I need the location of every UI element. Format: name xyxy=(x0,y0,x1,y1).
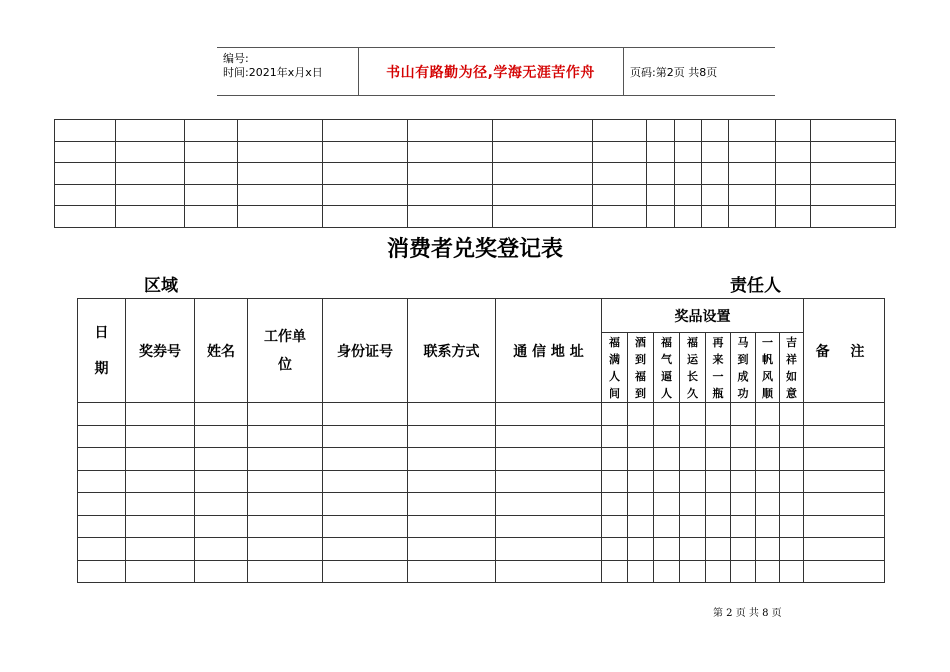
entry-cell[interactable] xyxy=(248,448,323,471)
document-header xyxy=(217,47,775,96)
entry-cell[interactable] xyxy=(323,470,408,493)
prize-header: 酒到福到 xyxy=(628,333,654,403)
entry-cell[interactable] xyxy=(195,538,248,561)
entry-cell[interactable] xyxy=(126,470,195,493)
blank-grid-cell xyxy=(675,141,702,163)
entry-cell[interactable] xyxy=(323,493,408,516)
entry-cell[interactable] xyxy=(706,470,731,493)
blank-grid-cell xyxy=(811,141,896,163)
entry-cell[interactable] xyxy=(706,538,731,561)
entry-cell[interactable] xyxy=(654,493,680,516)
entry-cell[interactable] xyxy=(780,470,804,493)
blank-grid-cell xyxy=(116,206,185,228)
entry-cell[interactable] xyxy=(248,538,323,561)
entry-cell[interactable] xyxy=(496,470,602,493)
blank-grid-cell xyxy=(408,141,493,163)
entry-cell[interactable] xyxy=(496,538,602,561)
entry-cell[interactable] xyxy=(496,560,602,583)
entry-cell[interactable] xyxy=(628,493,654,516)
blank-grid-cell xyxy=(493,163,593,185)
entry-cell[interactable] xyxy=(804,470,885,493)
blank-grid-cell xyxy=(116,141,185,163)
blank-grid-cell xyxy=(729,184,776,206)
blank-grid-cell xyxy=(408,184,493,206)
entry-cell[interactable] xyxy=(78,403,126,426)
entry-cell[interactable] xyxy=(78,448,126,471)
entry-cell[interactable] xyxy=(680,403,706,426)
entry-cell[interactable] xyxy=(195,515,248,538)
column-header-name: 姓名 xyxy=(195,299,248,403)
entry-cell[interactable] xyxy=(706,448,731,471)
blank-grid-cell xyxy=(408,206,493,228)
entry-cell[interactable] xyxy=(408,448,496,471)
blank-grid-cell xyxy=(116,163,185,185)
entry-cell[interactable] xyxy=(78,538,126,561)
entry-cell[interactable] xyxy=(780,560,804,583)
entry-cell[interactable] xyxy=(78,425,126,448)
prize-header: 福满人间 xyxy=(602,333,628,403)
time-label: 时间:2021年x月x日 xyxy=(223,66,323,79)
blank-grid-cell xyxy=(675,206,702,228)
entry-cell[interactable] xyxy=(602,448,628,471)
entry-cell[interactable] xyxy=(496,425,602,448)
blank-grid-cell xyxy=(238,163,323,185)
blank-grid-cell xyxy=(238,184,323,206)
entry-cell[interactable] xyxy=(731,560,756,583)
entry-cell[interactable] xyxy=(756,448,780,471)
blank-grid-cell xyxy=(185,141,238,163)
blank-grid-row xyxy=(55,184,896,206)
entry-cell[interactable] xyxy=(323,515,408,538)
entry-cell[interactable] xyxy=(804,515,885,538)
blank-grid-table xyxy=(54,119,896,228)
entry-cell[interactable] xyxy=(780,538,804,561)
entry-cell[interactable] xyxy=(680,425,706,448)
blank-grid-cell xyxy=(323,206,408,228)
entry-cell[interactable] xyxy=(680,448,706,471)
blank-grid-cell xyxy=(729,206,776,228)
entry-cell[interactable] xyxy=(78,515,126,538)
blank-grid-cell xyxy=(776,120,811,142)
blank-grid-cell xyxy=(238,206,323,228)
blank-grid-cell xyxy=(323,141,408,163)
entry-cell[interactable] xyxy=(731,515,756,538)
blank-grid-row xyxy=(55,163,896,185)
column-header-address: 通 信 地 址 xyxy=(496,299,602,403)
table-row xyxy=(78,515,885,538)
entry-cell[interactable] xyxy=(654,403,680,426)
entry-cell[interactable] xyxy=(408,493,496,516)
entry-cell[interactable] xyxy=(731,448,756,471)
entry-cell[interactable] xyxy=(654,448,680,471)
prize-header: 马到成功 xyxy=(731,333,756,403)
column-header-remarks: 备 注 xyxy=(804,299,885,403)
blank-grid-cell xyxy=(116,184,185,206)
entry-cell[interactable] xyxy=(628,425,654,448)
blank-grid-cell xyxy=(647,120,675,142)
blank-grid-cell xyxy=(55,163,116,185)
entry-cell[interactable] xyxy=(804,403,885,426)
header-page-info: 页码:第2页 共8页 xyxy=(630,65,718,79)
blank-grid-cell xyxy=(593,184,647,206)
blank-grid-cell xyxy=(55,120,116,142)
blank-grid-cell xyxy=(702,163,729,185)
entry-cell[interactable] xyxy=(628,515,654,538)
blank-grid-cell xyxy=(185,163,238,185)
entry-cell[interactable] xyxy=(602,403,628,426)
date-header-text: 日期 xyxy=(94,324,109,377)
entry-cell[interactable] xyxy=(680,560,706,583)
entry-cell[interactable] xyxy=(126,560,195,583)
blank-grid-cell xyxy=(702,206,729,228)
entry-cell[interactable] xyxy=(78,470,126,493)
blank-grid-cell xyxy=(776,184,811,206)
blank-grid-cell xyxy=(675,120,702,142)
blank-grid-cell xyxy=(238,120,323,142)
blank-grid-cell xyxy=(55,141,116,163)
blank-grid-cell xyxy=(811,163,896,185)
entry-cell[interactable] xyxy=(756,538,780,561)
entry-cell[interactable] xyxy=(780,448,804,471)
entry-cell[interactable] xyxy=(323,425,408,448)
registration-table xyxy=(77,298,885,583)
entry-cell[interactable] xyxy=(654,425,680,448)
header-motto: 书山有路勤为径,学海无涯苦作舟 xyxy=(386,64,595,81)
entry-cell[interactable] xyxy=(804,538,885,561)
entry-cell[interactable] xyxy=(756,515,780,538)
blank-grid-cell xyxy=(811,120,896,142)
entry-cell[interactable] xyxy=(126,403,195,426)
entry-cell[interactable] xyxy=(602,470,628,493)
blank-grid-cell xyxy=(593,163,647,185)
region-label: 区域 xyxy=(144,276,178,296)
blank-grid-cell xyxy=(729,163,776,185)
blank-grid-cell xyxy=(493,206,593,228)
blank-grid-cell xyxy=(675,184,702,206)
entry-cell[interactable] xyxy=(654,560,680,583)
column-header-ticket-no: 奖券号 xyxy=(126,299,195,403)
blank-grid-cell xyxy=(647,163,675,185)
blank-grid-cell xyxy=(647,184,675,206)
entry-cell[interactable] xyxy=(628,560,654,583)
blank-grid-cell xyxy=(493,141,593,163)
form-title: 消费者兑奖登记表 xyxy=(386,237,563,262)
entry-cell[interactable] xyxy=(780,425,804,448)
blank-grid-cell xyxy=(702,141,729,163)
entry-cell[interactable] xyxy=(408,425,496,448)
entry-cell[interactable] xyxy=(323,560,408,583)
entry-cell[interactable] xyxy=(126,515,195,538)
entry-cell[interactable] xyxy=(602,493,628,516)
entry-cell[interactable] xyxy=(496,448,602,471)
table-row xyxy=(78,470,885,493)
entry-cell[interactable] xyxy=(78,560,126,583)
entry-cell[interactable] xyxy=(78,493,126,516)
column-header-prize-group: 奖品设置 xyxy=(602,299,804,333)
blank-grid-cell xyxy=(593,120,647,142)
entry-cell[interactable] xyxy=(680,538,706,561)
blank-grid-cell xyxy=(116,120,185,142)
blank-grid-cell xyxy=(185,120,238,142)
entry-cell[interactable] xyxy=(756,493,780,516)
blank-grid-cell xyxy=(776,206,811,228)
entry-cell[interactable] xyxy=(602,538,628,561)
entry-cell[interactable] xyxy=(248,560,323,583)
entry-cell[interactable] xyxy=(602,560,628,583)
entry-cell[interactable] xyxy=(602,425,628,448)
blank-grid-row xyxy=(55,206,896,228)
blank-grid-row xyxy=(55,141,896,163)
entry-cell[interactable] xyxy=(126,493,195,516)
blank-grid-row xyxy=(55,120,896,142)
entry-cell[interactable] xyxy=(731,538,756,561)
entry-cell[interactable] xyxy=(706,560,731,583)
entry-cell[interactable] xyxy=(804,448,885,471)
entry-cell[interactable] xyxy=(126,538,195,561)
blank-grid-cell xyxy=(811,184,896,206)
entry-cell[interactable] xyxy=(248,493,323,516)
blank-grid-cell xyxy=(593,206,647,228)
blank-grid-cell xyxy=(185,184,238,206)
entry-cell[interactable] xyxy=(731,493,756,516)
number-label: 编号: xyxy=(223,52,249,65)
entry-cell[interactable] xyxy=(804,493,885,516)
blank-grid-cell xyxy=(776,141,811,163)
entry-cell[interactable] xyxy=(680,493,706,516)
entry-cell[interactable] xyxy=(408,560,496,583)
prize-header: 福气逼人 xyxy=(654,333,680,403)
blank-grid-cell xyxy=(702,120,729,142)
entry-cell[interactable] xyxy=(248,403,323,426)
entry-cell[interactable] xyxy=(195,425,248,448)
prize-header: 再来一瓶 xyxy=(706,333,731,403)
prize-header: 福运长久 xyxy=(680,333,706,403)
blank-grid-cell xyxy=(811,206,896,228)
blank-grid-cell xyxy=(55,206,116,228)
entry-cell[interactable] xyxy=(195,448,248,471)
entry-cell[interactable] xyxy=(248,425,323,448)
table-row xyxy=(78,538,885,561)
entry-cell[interactable] xyxy=(126,425,195,448)
entry-cell[interactable] xyxy=(195,403,248,426)
prize-header: 一帆风顺 xyxy=(756,333,780,403)
column-header-id-no: 身份证号 xyxy=(323,299,408,403)
entry-cell[interactable] xyxy=(756,560,780,583)
blank-grid-cell xyxy=(408,163,493,185)
entry-cell[interactable] xyxy=(496,515,602,538)
blank-grid-cell xyxy=(729,141,776,163)
entry-cell[interactable] xyxy=(706,515,731,538)
blank-grid-cell xyxy=(185,206,238,228)
column-header-date xyxy=(78,299,126,403)
owner-label: 责任人 xyxy=(730,276,781,296)
entry-cell[interactable] xyxy=(756,470,780,493)
entry-cell[interactable] xyxy=(654,538,680,561)
blank-grid-cell xyxy=(408,120,493,142)
blank-grid-cell xyxy=(647,206,675,228)
entry-cell[interactable] xyxy=(408,403,496,426)
table-row xyxy=(78,425,885,448)
entry-cell[interactable] xyxy=(654,470,680,493)
blank-grid-cell xyxy=(55,184,116,206)
entry-cell[interactable] xyxy=(731,425,756,448)
header-divider xyxy=(623,48,624,95)
blank-grid-cell xyxy=(323,184,408,206)
entry-cell[interactable] xyxy=(126,448,195,471)
entry-cell[interactable] xyxy=(195,493,248,516)
entry-cell[interactable] xyxy=(804,425,885,448)
entry-cell[interactable] xyxy=(628,403,654,426)
blank-grid-cell xyxy=(647,141,675,163)
table-row xyxy=(78,403,885,426)
entry-cell[interactable] xyxy=(780,493,804,516)
entry-cell[interactable] xyxy=(323,538,408,561)
work-unit-header-text: 工作单位 xyxy=(264,328,306,373)
page-footer: 第 2 页 共 8 页 xyxy=(713,608,782,619)
entry-cell[interactable] xyxy=(628,538,654,561)
entry-cell[interactable] xyxy=(496,403,602,426)
blank-grid-cell xyxy=(593,141,647,163)
entry-cell[interactable] xyxy=(602,515,628,538)
entry-cell[interactable] xyxy=(731,403,756,426)
entry-cell[interactable] xyxy=(706,403,731,426)
entry-cell[interactable] xyxy=(628,470,654,493)
blank-grid-cell xyxy=(493,120,593,142)
column-header-contact: 联系方式 xyxy=(408,299,496,403)
blank-grid-cell xyxy=(729,120,776,142)
blank-grid-cell xyxy=(323,120,408,142)
entry-cell[interactable] xyxy=(680,515,706,538)
entry-cell[interactable] xyxy=(408,470,496,493)
table-row xyxy=(78,493,885,516)
entry-cell[interactable] xyxy=(756,425,780,448)
entry-cell[interactable] xyxy=(680,470,706,493)
entry-cell[interactable] xyxy=(195,470,248,493)
entry-cell[interactable] xyxy=(323,448,408,471)
entry-cell[interactable] xyxy=(195,560,248,583)
entry-cell[interactable] xyxy=(804,560,885,583)
entry-cell[interactable] xyxy=(780,515,804,538)
entry-cell[interactable] xyxy=(731,470,756,493)
entry-cell[interactable] xyxy=(323,403,408,426)
table-row xyxy=(78,560,885,583)
blank-grid-cell xyxy=(323,163,408,185)
entry-cell[interactable] xyxy=(780,403,804,426)
entry-cell[interactable] xyxy=(408,515,496,538)
entry-cell[interactable] xyxy=(706,493,731,516)
entry-cell[interactable] xyxy=(706,425,731,448)
column-header-work-unit xyxy=(248,299,323,403)
blank-grid-cell xyxy=(702,184,729,206)
entry-cell[interactable] xyxy=(248,515,323,538)
blank-grid-cell xyxy=(776,163,811,185)
blank-grid-cell xyxy=(493,184,593,206)
entry-cell[interactable] xyxy=(628,448,654,471)
blank-grid-cell xyxy=(675,163,702,185)
entry-cell[interactable] xyxy=(496,493,602,516)
entry-cell[interactable] xyxy=(408,538,496,561)
table-row xyxy=(78,448,885,471)
blank-grid-cell xyxy=(238,141,323,163)
entry-cell[interactable] xyxy=(654,515,680,538)
entry-cell[interactable] xyxy=(248,470,323,493)
entry-cell[interactable] xyxy=(756,403,780,426)
prize-header: 吉祥如意 xyxy=(780,333,804,403)
